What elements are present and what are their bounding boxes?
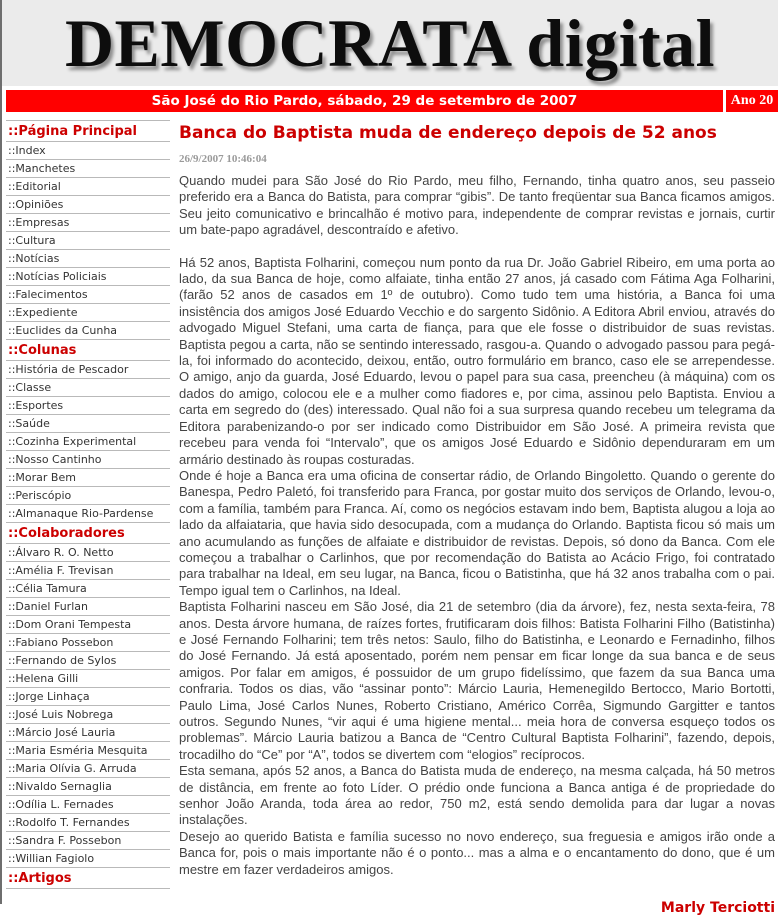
sidebar-section-artigos[interactable]: ::Artigos bbox=[6, 868, 170, 889]
sidebar-item-daniel-furlan[interactable]: ::Daniel Furlan bbox=[6, 598, 170, 616]
year-badge bbox=[723, 90, 778, 112]
sidebar-item-odilia-l-fernades[interactable]: ::Odília L. Fernades bbox=[6, 796, 170, 814]
sidebar-item-maria-esmeria-mesquita[interactable]: ::Maria Esméria Mesquita bbox=[6, 742, 170, 760]
article-title: Banca do Baptista muda de endereço depois de 52 anos bbox=[179, 123, 717, 143]
masthead-title: DEMOCRATA digital bbox=[64, 5, 716, 81]
article bbox=[170, 120, 775, 916]
sidebar-item-nosso-cantinho[interactable]: ::Nosso Cantinho bbox=[6, 451, 170, 469]
sidebar-item-periscopio[interactable]: ::Periscópio bbox=[6, 487, 170, 505]
sidebar-item-willian-fagiolo[interactable]: ::Willian Fagiolo bbox=[6, 850, 170, 868]
sidebar-item-marcio-jose-lauria[interactable]: ::Márcio José Lauria bbox=[6, 724, 170, 742]
sidebar-section-colaboradores[interactable]: ::Colaboradores bbox=[6, 523, 170, 544]
sidebar-item-noticias-policiais[interactable]: ::Notícias Policiais bbox=[6, 268, 170, 286]
sidebar-item-dom-orani-tempesta[interactable]: ::Dom Orani Tempesta bbox=[6, 616, 170, 634]
date-bar-main bbox=[6, 90, 723, 112]
sidebar-item-nivaldo-sernaglia[interactable]: ::Nivaldo Sernaglia bbox=[6, 778, 170, 796]
sidebar-nav bbox=[6, 120, 170, 889]
sidebar-item-almanaque-rio-pardense[interactable]: ::Almanaque Rio-Pardense bbox=[6, 505, 170, 523]
sidebar-item-editorial[interactable]: ::Editorial bbox=[6, 178, 170, 196]
sidebar-item-expediente[interactable]: ::Expediente bbox=[6, 304, 170, 322]
sidebar-item-sandra-f-possebon[interactable]: ::Sandra F. Possebon bbox=[6, 832, 170, 850]
sidebar-item-fabiano-possebon[interactable]: ::Fabiano Possebon bbox=[6, 634, 170, 652]
article-timestamp: 26/9/2007 10:46:04 bbox=[179, 153, 267, 165]
sidebar-item-opinioes[interactable]: ::Opiniões bbox=[6, 196, 170, 214]
sidebar-item-jose-luis-nobrega[interactable]: ::José Luis Nobrega bbox=[6, 706, 170, 724]
article-paragraph-3: Onde é hoje a Banca era uma oficina de consertar rádio, de Orlando Bingoletto. Quando o gerente do Banespa, Pedro Paletó, foi transferido para Franca, por gostar muito dos serviços de Orlando, levou-o, com a família, também para Franca. Aí, como os negócios estavam indo bem, Baptista alugou a loja ao lado da alfaiataria, que havia sido desocupada, com a mudança do Orlando. Baptista ficou só mais um ano acumulando as funções de alfaiate e distribuidor de revistas. Depois, só dono da Banca. Com ele começou a trabalhar o Carlinhos, que por recomendação do Batista ao Acácio Frigo, foi contratado para trabalhar na Ideal, em seu lugar, na Banca, ficou o Batistinha, que há 32 anos trabalha com o pai. Tempo igual tem o Carlinhos, na Ideal. bbox=[179, 467, 775, 598]
article-paragraph-4: Baptista Folharini nasceu em São José, dia 21 de setembro (dia da árvore), fez, nesta sexta-feira, 78 anos. Desta árvore humana, de raízes fortes, frutificaram dois filhos: Batista Folharini Filho (Batistinha) e José Fernando Folharini; tem três netos: Saulo, filho do Batistinha, e Leonardo e Fernadinho, filhos do José Fernando. Já está aposentado, porém nem pensar em ficar longe da sua banca e de seus amigos. Por falar em amigos, é possuidor de um grupo fidelíssimo, que fazem da sua Banca uma confraria. Todos os dias, vão “assinar ponto”: Márcio Lauria, Hemenegildo Bertocco, Mario Bortotti, Paulo Lima, José Carlos Nunes, Roberto Cristiano, Américo Corrêa, Sigmundo Gargitter e tantos outros. Segundo Nunes, “vir aqui é uma higiene mental... meia hora de conversa esqueço todos os problemas”. Márcio Lauria batizou a Banca de “Centro Cultural Baptista Folharini”, fazendo, depois, trocadilho do “Ce” por “A”, todos se divertem com “elogios” recíprocos. bbox=[179, 599, 775, 762]
sidebar-item-historia-de-pescador[interactable]: ::História de Pescador bbox=[6, 361, 170, 379]
sidebar-item-noticias[interactable]: ::Notícias bbox=[6, 250, 170, 268]
sidebar-item-morar-bem[interactable]: ::Morar Bem bbox=[6, 469, 170, 487]
sidebar-item-classe[interactable]: ::Classe bbox=[6, 379, 170, 397]
sidebar-item-fernando-de-sylos[interactable]: ::Fernando de Sylos bbox=[6, 652, 170, 670]
sidebar-item-falecimentos[interactable]: ::Falecimentos bbox=[6, 286, 170, 304]
article-body bbox=[179, 173, 775, 878]
masthead bbox=[2, 0, 778, 86]
sidebar-item-helena-gilli[interactable]: ::Helena Gilli bbox=[6, 670, 170, 688]
sidebar-item-euclides-da-cunha[interactable]: ::Euclides da Cunha bbox=[6, 322, 170, 340]
sidebar-section-colunas[interactable]: ::Colunas bbox=[6, 340, 170, 361]
sidebar-item-alvaro-r-o-netto[interactable]: ::Álvaro R. O. Netto bbox=[6, 544, 170, 562]
article-paragraph-5: Esta semana, após 52 anos, a Banca do Batista muda de endereço, na mesma calçada, há 50 metros de distância, em frente ao foto Líder. O prédio onde funciona a Banca antiga é de propriedade do senhor João Aranda, toda área ao redor, 750 m2, está sendo demolida para dar lugar a novas instalações. bbox=[179, 763, 775, 828]
sidebar-item-cultura[interactable]: ::Cultura bbox=[6, 232, 170, 250]
sidebar-section-pagina-principal[interactable]: ::Página Principal bbox=[6, 121, 170, 142]
sidebar-item-esportes[interactable]: ::Esportes bbox=[6, 397, 170, 415]
article-author-byline: Marly Terciotti bbox=[660, 900, 775, 916]
date-bar bbox=[6, 90, 778, 112]
sidebar-item-empresas[interactable]: ::Empresas bbox=[6, 214, 170, 232]
article-paragraph-6: Desejo ao querido Batista e família sucesso no novo endereço, sua freguesia e amigos irão onde a Banca for, pois o mais importante não é o ponto... mas a alma e o encantamento do dono, que é um mestre em fazer verdadeiros amigos. bbox=[179, 828, 775, 877]
sidebar-item-rodolfo-t-fernandes[interactable]: ::Rodolfo T. Fernandes bbox=[6, 814, 170, 832]
sidebar-item-celia-tamura[interactable]: ::Célia Tamura bbox=[6, 580, 170, 598]
date-text: São José do Rio Pardo, sábado, 29 de setembro de 2007 bbox=[151, 93, 578, 109]
sidebar-item-cozinha-experimental[interactable]: ::Cozinha Experimental bbox=[6, 433, 170, 451]
article-paragraph-2: Há 52 anos, Baptista Folharini, começou num ponto da rua Dr. João Gabriel Ribeiro, em uma porta ao lado, da sua Banca de hoje, como alfaiate, tinha então 27 anos, já casado com Fátima Aga Folharini, (farão 52 anos de casados em 1º de outubro). Como tudo tem uma história, a Banca foi uma insistência dos amigos José Eduardo Vecchio e do sargento Sidônio. A Editora Abril enviou, através do advogado Miguel Stefani, uma carta de fiança, para que ele fosse o distribuidor de suas revistas. Baptista pegou a carta, não se sentindo interessado, rasgou-a. Quando o advogado passou para pegá-la, foi informado do acontecido, deixou, então, outro formulário em branco, caso ele se arrependesse. O amigo, anjo da guarda, José Eduardo, levou o papel para sua casa, preencheu (à máquina) com os dados do amigo, colocou ele e a mulher como fiadores e, por cima, assinou pelo Baptista. Enviou a carta em segredo do (des) interessado. Qual não foi a sua surpresa quando recebeu um telegrama da Editora parabenizando-o por ser indicado como Distribuidor em São José. A primeira revista que recebeu para venda foi “Intervalo”, que os amigos José Eduardo e Sidônio dependuraram em um armário destinado às roupas costuradas. bbox=[179, 254, 775, 467]
sidebar-item-amelia-f-trevisan[interactable]: ::Amélia F. Trevisan bbox=[6, 562, 170, 580]
article-paragraph-1: Quando mudei para São José do Rio Pardo, meu filho, Fernando, tinha quatro anos, seu passeio preferido era a Banca do Batista, para comprar “gibis”. De tanto freqüentar sua Banca ficamos amigos. Seu jeito comunicativo e brincalhão é motivo para, independente de comprar revistas e jornais, curtir um bate-papo agradável, descontraído e afetivo. bbox=[179, 173, 775, 238]
sidebar-item-manchetes[interactable]: ::Manchetes bbox=[6, 160, 170, 178]
sidebar-item-jorge-linhaca[interactable]: ::Jorge Linhaça bbox=[6, 688, 170, 706]
sidebar-item-index[interactable]: ::Index bbox=[6, 142, 170, 160]
sidebar-item-maria-olivia-g-arruda[interactable]: ::Maria Olívia G. Arruda bbox=[6, 760, 170, 778]
sidebar-item-saude[interactable]: ::Saúde bbox=[6, 415, 170, 433]
year-label: Ano 20 bbox=[730, 93, 774, 108]
content-area bbox=[2, 112, 778, 916]
